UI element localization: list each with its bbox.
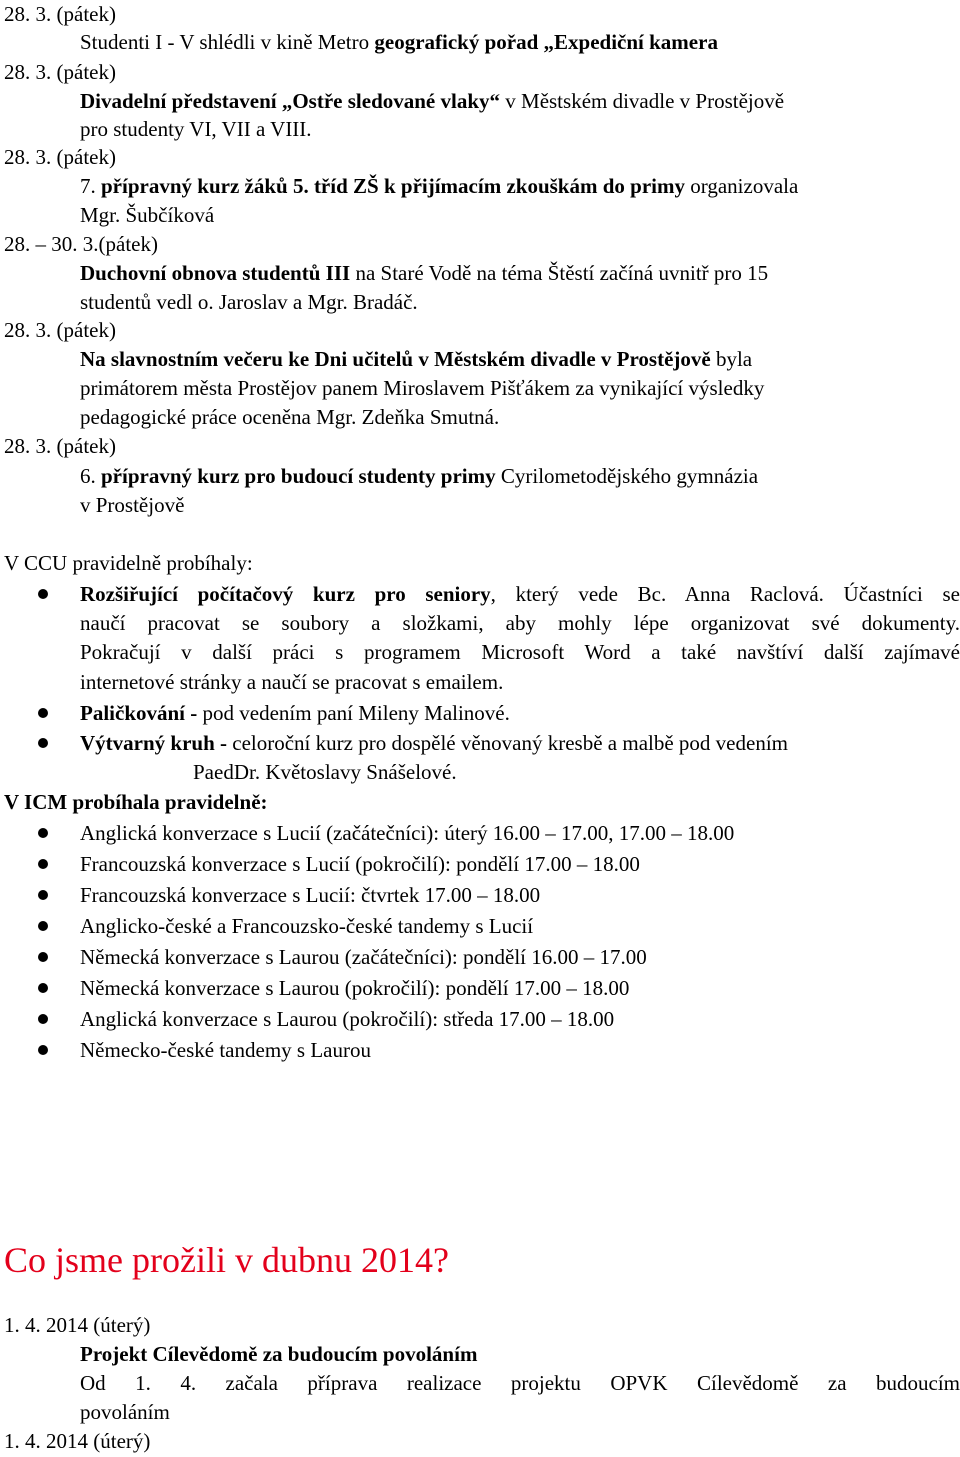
event-line [80,374,764,403]
icm-item: Německá konverzace s Laurou (začátečníci): pondělí 16.00 – 17.00 [80,945,647,969]
ccu-item-line [80,699,510,728]
event-line [80,491,184,520]
bold-text: Paličkování - [80,701,198,725]
text: PaedDr. Květoslavy Snášelové. [193,760,457,784]
text: 7. [80,174,101,198]
text: v Prostějově [80,493,185,517]
text: primátorem města Prostějov panem Miroslavem Pišťákem za vynikající výsledky [80,376,765,400]
text: pedagogické práce oceněna Mgr. Zdeňka Smutná. [80,405,500,429]
text: Mgr. Šubčíková [80,203,215,227]
bullet-icon [38,828,48,838]
event-date: 28. 3. (pátek) [4,60,116,84]
text: v Městském divadle v Prostějově [500,89,785,113]
icm-item: Francouzská konverzace s Lucií: čtvrtek 17.00 – 18.00 [80,883,541,907]
text: 6. [80,464,101,488]
text: Pokračují v další práci s programem Microsoft Word a také navštíví další zajímavé [80,640,960,664]
bold-text: Rozšiřující počítačový kurz pro seniory [80,582,491,606]
text: Cyrilometodějského gymnázia [495,464,759,488]
icm-item: Anglická konverzace s Laurou (pokročilí): středa 17.00 – 18.00 [80,1007,615,1031]
event-line [80,288,418,317]
bullet-icon [38,1014,48,1024]
event-line [80,115,312,144]
ccu-item-line [80,609,960,638]
text: pro studenty VI, VII a VIII. [80,117,312,141]
text: celoroční kurz pro dospělé věnovaný kresbě a malbě pod vedením [227,731,788,755]
event-date: 1. 4. 2014 (úterý) [4,1429,151,1453]
icm-item: Německo-české tandemy s Laurou [80,1038,371,1062]
section-heading: Co jsme prožili v dubnu 2014? [4,1240,449,1280]
event-date: 28. – 30. 3.(pátek) [4,232,158,256]
text: na Staré Vodě na téma Štěstí začíná uvnitř pro 15 [350,261,769,285]
text: naučí pracovat se soubory a složkami, aby mohly lépe organizovat své dokumenty. [80,611,960,635]
bold-text: přípravný kurz žáků 5. tříd ZŠ k přijímacím zkouškám do primy [101,174,685,198]
bullet-icon [38,921,48,931]
event-line: povoláním [80,1400,170,1424]
event-date: 28. 3. (pátek) [4,145,116,169]
event-line [80,172,798,201]
event-date: 28. 3. (pátek) [4,318,116,342]
event-date: 1. 4. 2014 (úterý) [4,1313,151,1337]
ccu-item-line [80,729,788,758]
event-date: 28. 3. (pátek) [4,434,116,458]
bullet-icon [38,708,48,718]
event-line [80,345,752,374]
text: byla [710,347,753,371]
text: , který vede Bc. Anna Raclová. Účastníci se [490,582,960,606]
bullet-icon [38,589,48,599]
bullet-icon [38,983,48,993]
ccu-item-line [80,638,960,667]
event-line: Od 1. 4. začala příprava realizace projektu OPVK Cílevědomě za budoucím [80,1371,960,1395]
bullet-icon [38,952,48,962]
icm-item: Německá konverzace s Laurou (pokročilí): pondělí 17.00 – 18.00 [80,976,630,1000]
event-line [80,259,768,288]
event-line [80,201,214,230]
bold-text: Divadelní představení „Ostře sledované vlaky“ [80,89,501,113]
text: Studenti I - V shlédli v kině Metro [80,30,375,54]
text: internetové stránky a naučí se pracovat s emailem. [80,670,504,694]
ccu-heading: V CCU pravidelně probíhaly: [4,551,253,575]
event-line [80,403,499,432]
icm-item: Francouzská konverzace s Lucií (pokročilí): pondělí 17.00 – 18.00 [80,852,640,876]
ccu-item-line [80,580,960,609]
bullet-icon [38,859,48,869]
event-line [80,28,718,57]
ccu-item-line [193,758,457,787]
event-line [80,462,758,491]
icm-item: Anglická konverzace s Lucií (začátečníci): úterý 16.00 – 17.00, 17.00 – 18.00 [80,821,735,845]
ccu-item-line [80,668,503,697]
icm-item: Anglicko-české a Francouzsko-české tandemy s Lucií [80,914,534,938]
bold-text: přípravný kurz pro budoucí studenty primy [101,464,496,488]
bullet-icon [38,738,48,748]
event-line [80,87,784,116]
bullet-icon [38,1045,48,1055]
bold-text: Výtvarný kruh - [80,731,228,755]
text: organizovala [684,174,799,198]
event-title: Projekt Cílevědomě za budoucím povoláním [80,1342,478,1366]
icm-heading: V ICM probíhala pravidelně: [4,790,268,814]
bold-text: Duchovní obnova studentů III [80,261,351,285]
bold-text: geografický pořad „Expediční kamera [374,30,718,54]
text: pod vedením paní Mileny Malinové. [197,701,510,725]
bullet-icon [38,890,48,900]
text: studentů vedl o. Jaroslav a Mgr. Bradáč. [80,290,418,314]
bold-text: Na slavnostním večeru ke Dni učitelů v Městském divadle v Prostějově [80,347,711,371]
event-date: 28. 3. (pátek) [4,2,116,26]
